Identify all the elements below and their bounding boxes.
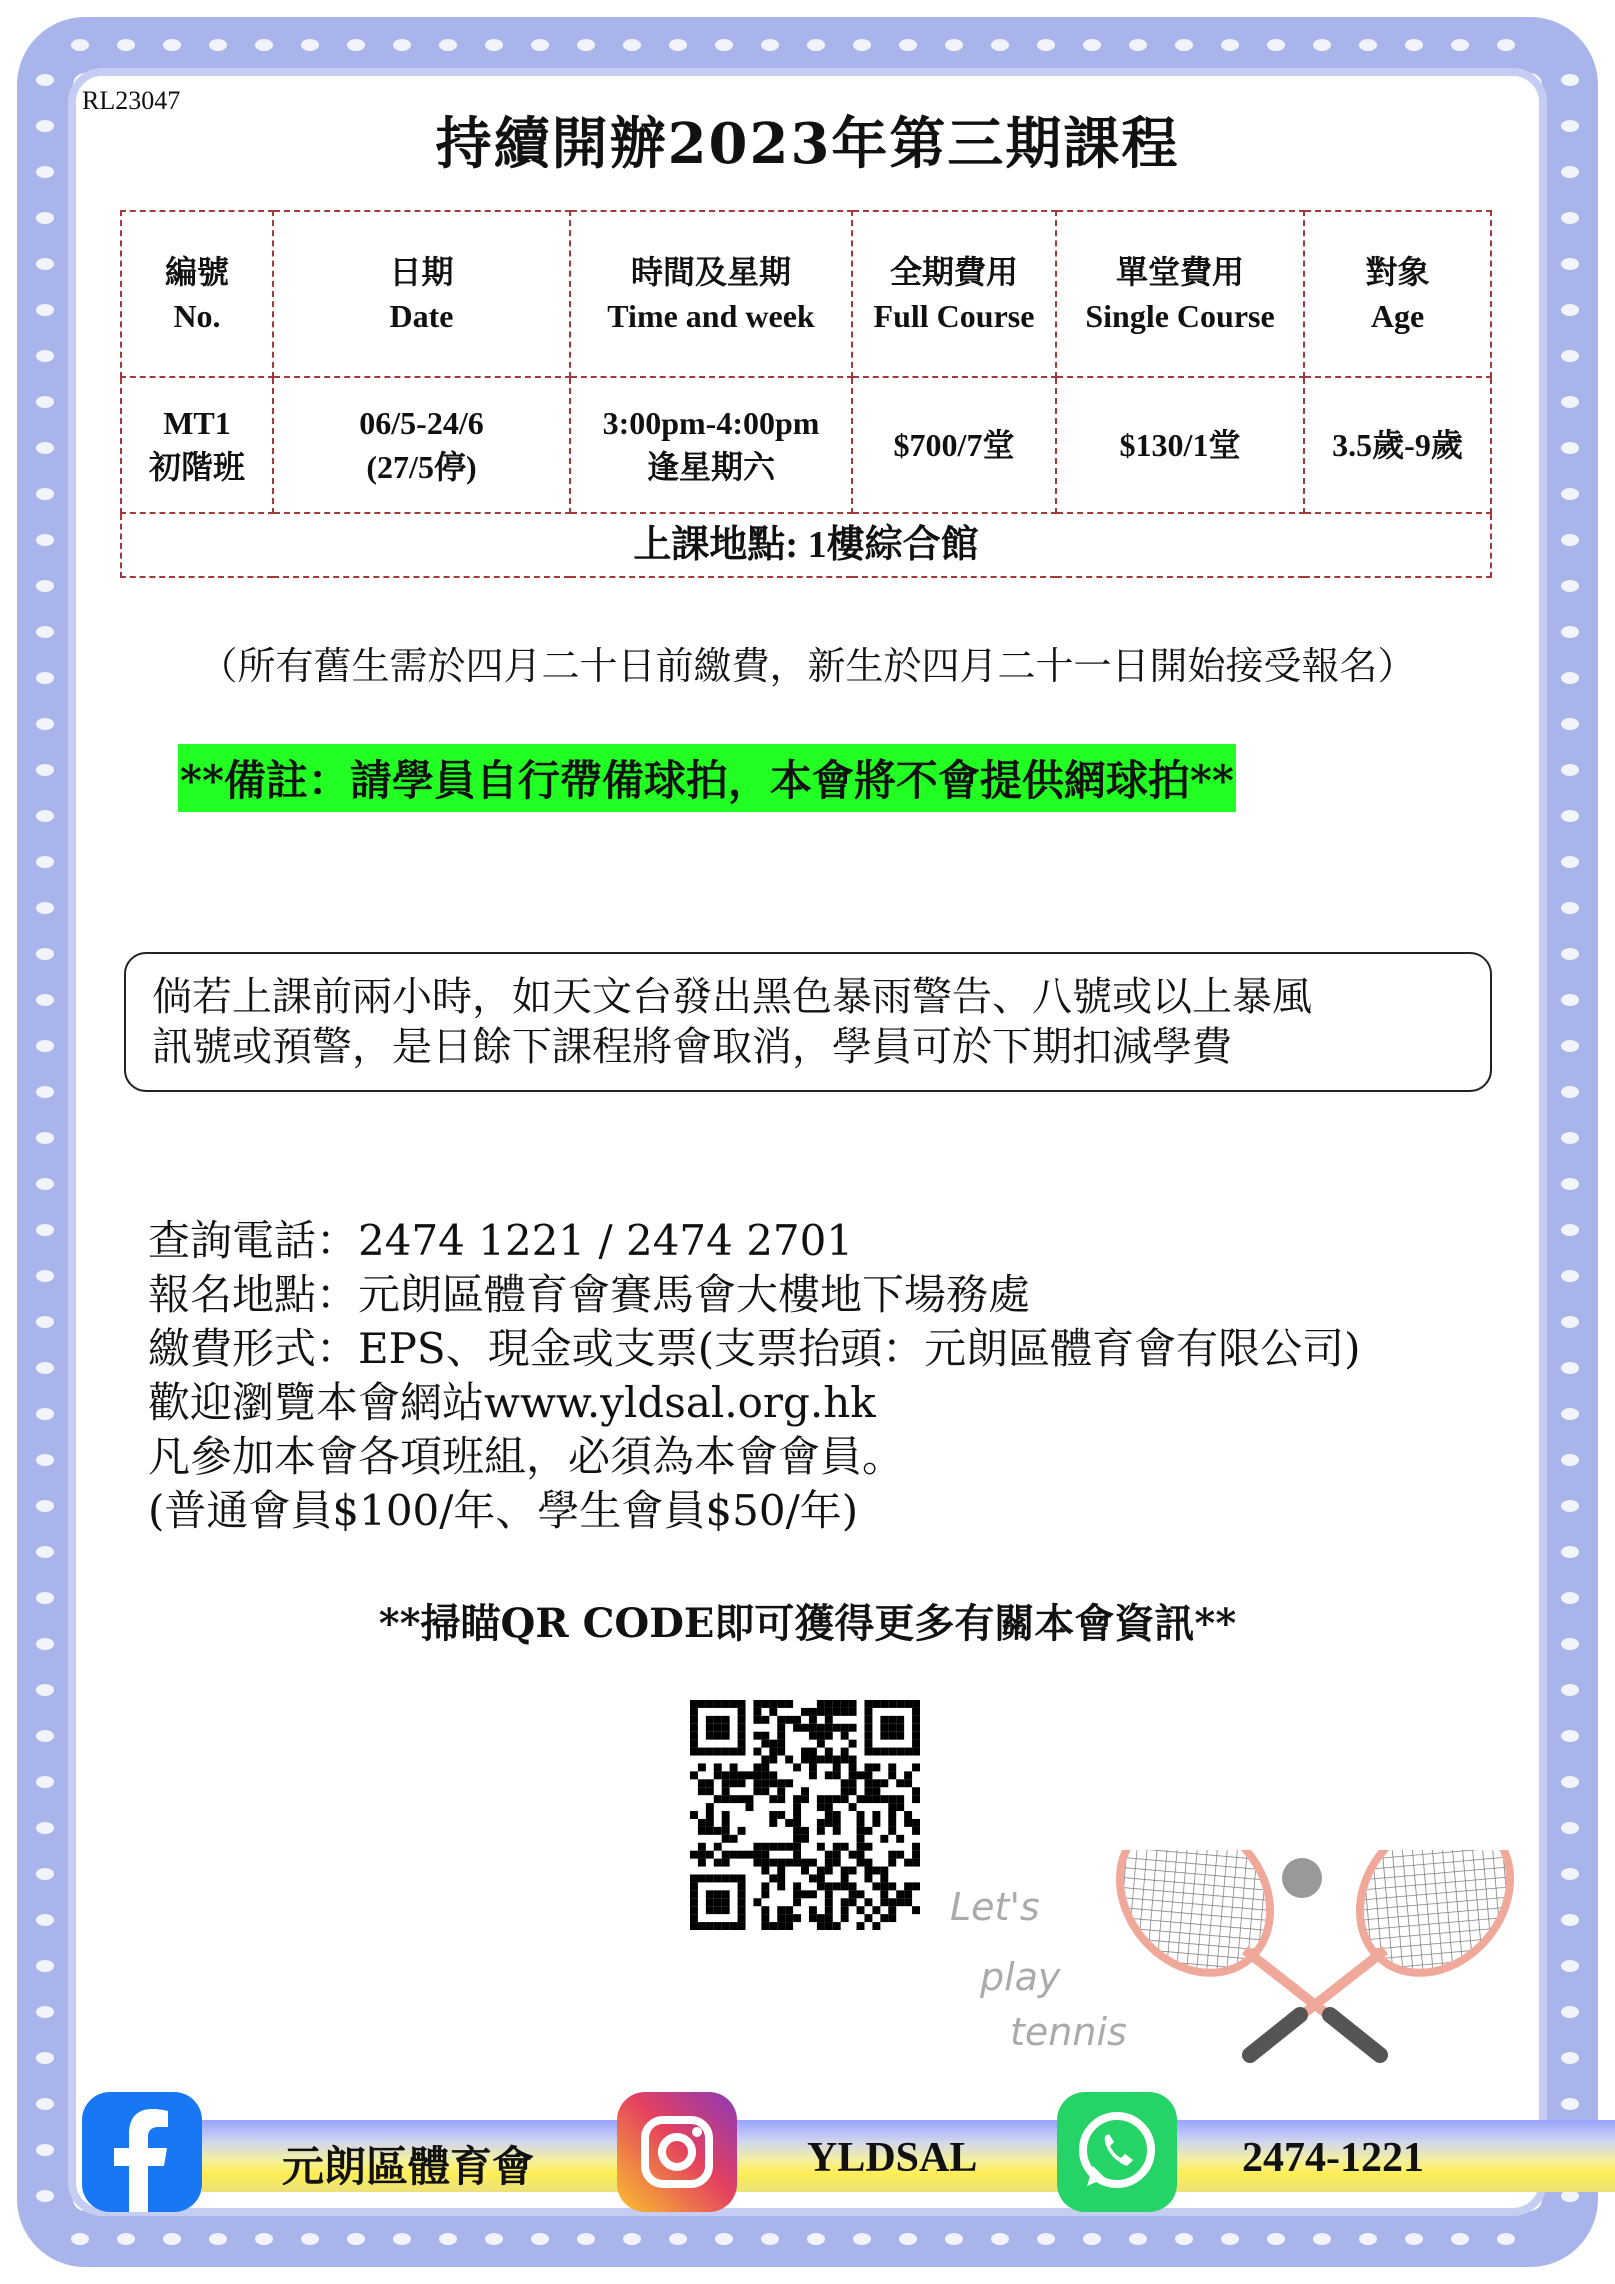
footer-bar xyxy=(82,2092,1542,2212)
tennis-text-2: play xyxy=(980,1955,1061,1999)
info-phone: 查詢電話：2474 1221 / 2474 2701 xyxy=(148,1216,854,1265)
header-no: 編號 No. xyxy=(121,211,273,377)
tennis-text-1: Let's xyxy=(950,1885,1040,1929)
cell-no: MT1 初階班 xyxy=(121,377,273,513)
tennis-illustration xyxy=(940,1850,1520,2080)
header-age: 對象 Age xyxy=(1304,211,1491,377)
registration-notice: （所有舊生需於四月二十日前繳費，新生於四月二十一日開始接受報名） xyxy=(199,644,1416,688)
weather-line-1: 倘若上課前兩小時，如天文台發出黑色暴雨警告、八號或以上暴風 xyxy=(152,974,1312,1020)
info-address: 報名地點：元朗區體育會賽馬會大樓地下場務處 xyxy=(148,1270,1031,1319)
footer-facebook-name: 元朗區體育會 xyxy=(282,2145,535,2191)
header-date: 日期 Date xyxy=(273,211,570,377)
cell-single: $130/1堂 xyxy=(1056,377,1304,513)
info-fees: (普通會員$100/年、學生會員$50/年) xyxy=(148,1486,859,1535)
header-full: 全期費用 Full Course xyxy=(852,211,1056,377)
info-membership: 凡參加本會各項班組，必須為本會會員。 xyxy=(148,1432,905,1481)
cell-full: $700/7堂 xyxy=(852,377,1056,513)
table-header-row xyxy=(121,211,1491,377)
header-single: 單堂費用 Single Course xyxy=(1056,211,1304,377)
cell-time: 3:00pm-4:00pm 逢星期六 xyxy=(570,377,852,513)
location-row xyxy=(121,513,1491,577)
facebook-icon[interactable] xyxy=(82,2092,202,2212)
tennis-text-3: tennis xyxy=(1010,2010,1127,2054)
qr-code[interactable] xyxy=(690,1700,920,1930)
cell-age: 3.5歲-9歲 xyxy=(1304,377,1491,513)
info-website[interactable]: 歡迎瀏覽本會網站www.yldsal.org.hk xyxy=(148,1378,876,1427)
racket-remark: **備註：請學員自行帶備球拍，本會將不會提供網球拍** xyxy=(178,744,1236,812)
instagram-icon[interactable] xyxy=(617,2092,737,2212)
document-code: RL23047 xyxy=(82,86,181,115)
cell-location: 上課地點: 1樓綜合館 xyxy=(121,513,1491,577)
qr-caption: **掃瞄QR CODE即可獲得更多有關本會資訊** xyxy=(378,1600,1237,1647)
table-row xyxy=(121,377,1491,513)
info-payment: 繳費形式：EPS、現金或支票(支票抬頭：元朗區體育會有限公司) xyxy=(148,1324,1361,1373)
tennis-ball-icon xyxy=(1282,1858,1322,1898)
footer-instagram-name: YLDSAL xyxy=(807,2135,978,2181)
weather-notice-box xyxy=(124,952,1492,1092)
whatsapp-icon[interactable] xyxy=(1057,2092,1177,2212)
contact-info xyxy=(148,1214,1360,1538)
cell-date: 06/5-24/6 (27/5停) xyxy=(273,377,570,513)
weather-line-2: 訊號或預警，是日餘下課程將會取消，學員可於下期扣減學費 xyxy=(152,1024,1232,1070)
header-time: 時間及星期 Time and week xyxy=(570,211,852,377)
page-title: 持續開辦2023年第三期課程 xyxy=(435,111,1180,177)
course-table xyxy=(120,210,1492,578)
footer-whatsapp-number: 2474-1221 xyxy=(1242,2135,1424,2181)
